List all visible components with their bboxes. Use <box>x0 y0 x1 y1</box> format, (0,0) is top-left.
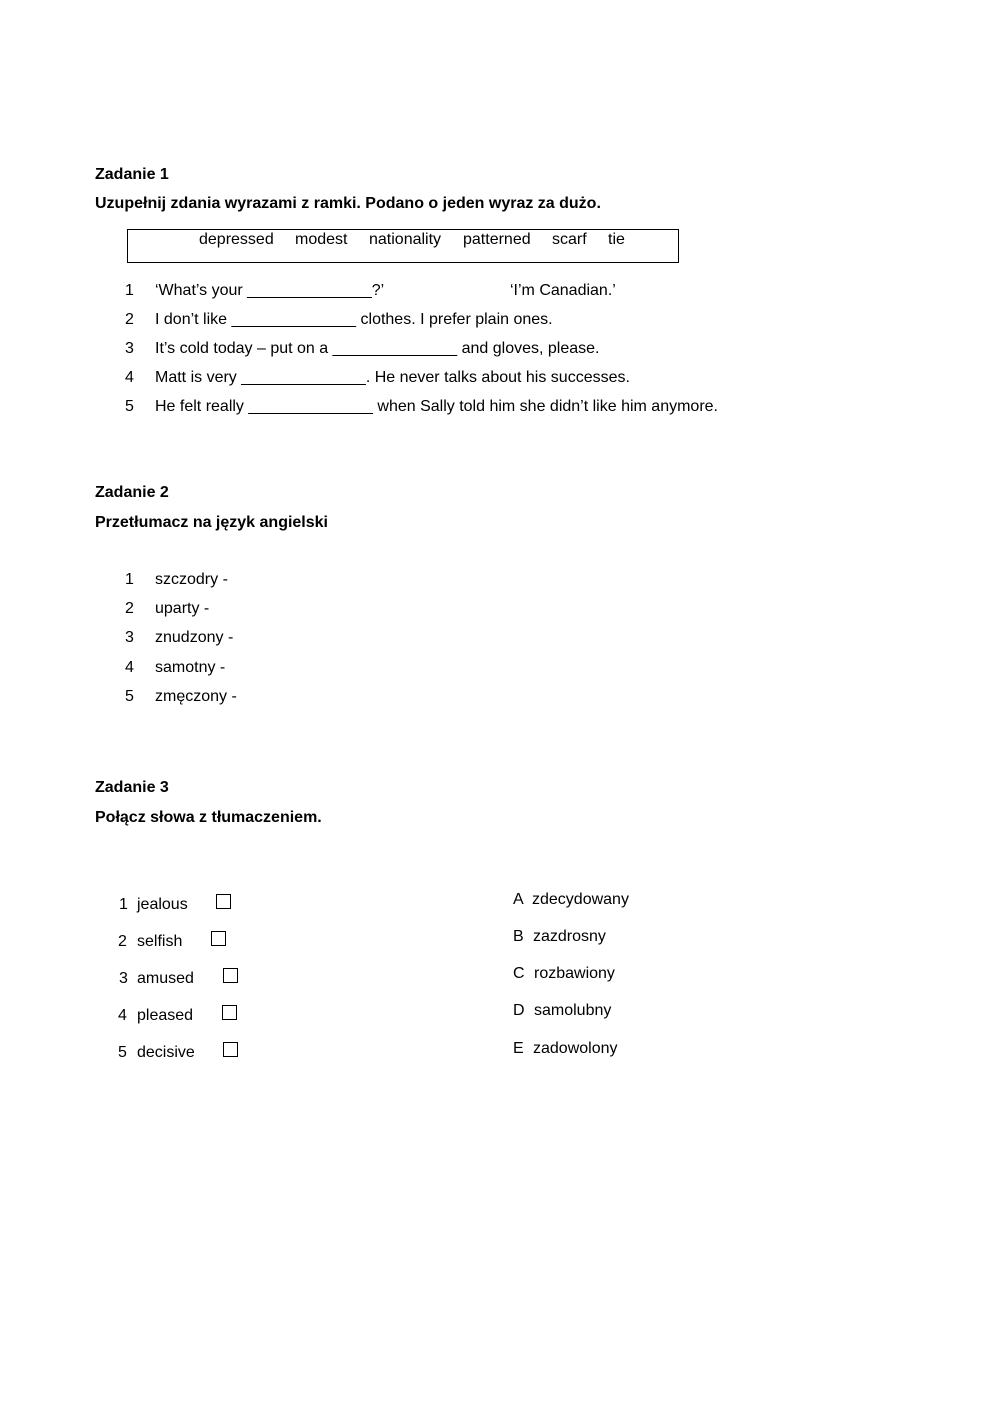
item-text: szczodry - <box>155 571 228 588</box>
item-text: Matt is very ______________. He never talks about his successes. <box>155 369 630 386</box>
item-number: 1 <box>125 282 134 299</box>
item-text: It’s cold today – put on a ______________ and gloves, please. <box>155 340 600 357</box>
item-word: amused <box>137 970 194 987</box>
word-bank-item: modest <box>295 231 348 248</box>
item-number: 4 <box>125 369 134 386</box>
item-number: 2 <box>118 933 127 950</box>
item-number: 3 <box>125 340 134 357</box>
item-number: 2 <box>125 311 134 328</box>
option-letter: C <box>513 965 525 982</box>
item-word: decisive <box>137 1044 195 1061</box>
item-text: He felt really ______________ when Sally told him she didn’t like him anymore. <box>155 398 718 415</box>
answer-checkbox[interactable] <box>222 1005 237 1020</box>
item-number: 4 <box>125 659 134 676</box>
answer-checkbox[interactable] <box>223 968 238 983</box>
word-bank-item: patterned <box>463 231 531 248</box>
item-reply: ‘I’m Canadian.’ <box>510 282 616 299</box>
item-number: 5 <box>125 398 134 415</box>
answer-checkbox[interactable] <box>211 931 226 946</box>
option-letter: A <box>513 891 524 908</box>
item-number: 3 <box>119 970 128 987</box>
item-number: 1 <box>125 571 134 588</box>
item-number: 3 <box>125 629 134 646</box>
option-word: zadowolony <box>533 1040 618 1057</box>
word-bank-item: depressed <box>199 231 274 248</box>
item-number: 4 <box>118 1007 127 1024</box>
word-bank-box <box>127 229 679 263</box>
task2-heading: Zadanie 2 <box>95 484 169 501</box>
option-letter: E <box>513 1040 524 1057</box>
option-word: samolubny <box>534 1002 612 1019</box>
option-letter: D <box>513 1002 525 1019</box>
option-word: zdecydowany <box>532 891 629 908</box>
task2-instruction: Przetłumacz na język angielski <box>95 514 328 531</box>
item-word: pleased <box>137 1007 194 1024</box>
item-text: samotny - <box>155 659 226 676</box>
item-word: jealous <box>137 896 188 913</box>
item-text: ‘What’s your ______________?’ <box>155 282 385 299</box>
word-bank-item: scarf <box>552 231 587 248</box>
task1-heading: Zadanie 1 <box>95 166 169 183</box>
word-bank-item: nationality <box>369 231 442 248</box>
option-letter: B <box>513 928 524 945</box>
answer-checkbox[interactable] <box>223 1042 238 1057</box>
item-text: I don’t like ______________ clothes. I prefer plain ones. <box>155 311 553 328</box>
item-number: 5 <box>118 1044 127 1061</box>
answer-checkbox[interactable] <box>216 894 231 909</box>
word-bank-item: tie <box>608 231 625 248</box>
item-number: 2 <box>125 600 134 617</box>
item-text: znudzony - <box>155 629 234 646</box>
task3-instruction: Połącz słowa z tłumaczeniem. <box>95 809 322 826</box>
task3-heading: Zadanie 3 <box>95 779 169 796</box>
item-text: uparty - <box>155 600 210 617</box>
option-word: rozbawiony <box>534 965 615 982</box>
task1-instruction: Uzupełnij zdania wyrazami z ramki. Podano o jeden wyraz za dużo. <box>95 195 601 212</box>
item-text: zmęczony - <box>155 688 237 705</box>
item-number: 5 <box>125 688 134 705</box>
option-word: zazdrosny <box>533 928 606 945</box>
item-number: 1 <box>119 896 128 913</box>
item-word: selfish <box>137 933 183 950</box>
